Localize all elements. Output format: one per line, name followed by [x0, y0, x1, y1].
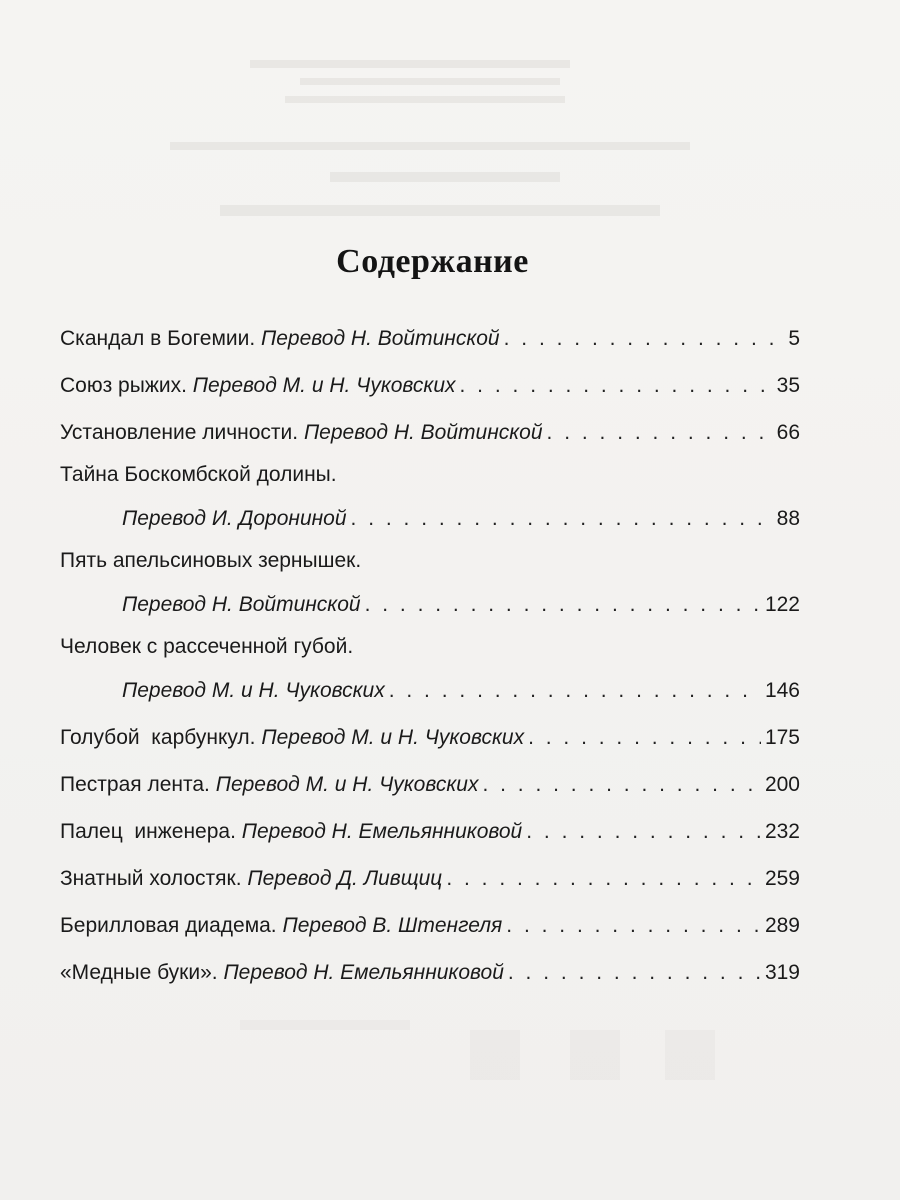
dot-leader: [351, 504, 773, 534]
bleed-through-stamp: [470, 1030, 520, 1080]
entry-translator: Перевод Н. Войтинской: [122, 593, 361, 616]
bleed-through-stamp: [570, 1030, 620, 1080]
entry-translator: Перевод Н. Войтинской: [261, 327, 500, 350]
entry-title: Тайна Боскомбской долины.: [60, 463, 337, 486]
toc-entry[interactable]: [60, 864, 800, 894]
dot-leader: [482, 770, 761, 800]
dot-leader: [528, 723, 761, 753]
toc-entry[interactable]: [60, 546, 800, 620]
entry-translator: Перевод М. и Н. Чуковских: [122, 679, 385, 702]
bleed-through-text: [170, 142, 690, 150]
entry-title: «Медные буки».: [60, 961, 218, 984]
entry-page-number: 232: [764, 820, 800, 843]
entry-translator: Перевод Н. Емельянниковой: [241, 820, 523, 843]
entry-title: Установление личности.: [60, 421, 299, 444]
entry-title: Берилловая диадема.: [60, 914, 277, 937]
entry-page-number: 88: [776, 507, 800, 530]
toc-entry[interactable]: [60, 418, 800, 448]
bleed-through-text: [300, 78, 560, 85]
entry-page-number: 319: [764, 961, 800, 984]
bleed-through-stamp: [240, 1020, 410, 1030]
entry-translator: Перевод В. Штенгеля: [282, 914, 503, 937]
entry-page-number: 146: [764, 679, 800, 702]
entry-title: Знатный холостяк.: [60, 867, 242, 890]
entry-translator: Перевод М. и Н. Чуковских: [192, 374, 456, 397]
toc-entry[interactable]: [60, 770, 800, 800]
dot-leader: [446, 864, 761, 894]
entry-translator: Перевод Н. Емельянниковой: [223, 961, 504, 984]
toc-entry[interactable]: [60, 817, 800, 847]
entry-title: Пять апельсиновых зернышек.: [60, 549, 362, 572]
toc-entry[interactable]: [60, 460, 800, 534]
entry-title: Голубой карбункул.: [60, 726, 256, 749]
toc-entry[interactable]: [60, 632, 800, 706]
toc-entry[interactable]: [60, 958, 800, 988]
dot-leader: [504, 324, 785, 354]
entry-translator: Перевод И. Дорониной: [122, 507, 347, 530]
entry-title: Союз рыжих.: [60, 374, 187, 397]
dot-leader: [547, 418, 773, 448]
entry-translator: Перевод Д. Ливщиц: [247, 867, 443, 890]
entry-page-number: 200: [764, 773, 800, 796]
dot-leader: [365, 590, 761, 620]
entry-page-number: 259: [764, 867, 800, 890]
entry-translator: Перевод М. и Н. Чуковских: [215, 773, 479, 796]
entry-page-number: 289: [764, 914, 800, 937]
entry-title: Человек с рассеченной губой.: [60, 635, 354, 658]
bleed-through-stamp: [665, 1030, 715, 1080]
entry-title: Скандал в Богемии.: [60, 327, 256, 350]
entry-page-number: 122: [764, 593, 800, 616]
entry-page-number: 5: [788, 327, 800, 350]
dot-leader: [389, 676, 761, 706]
dot-leader: [460, 371, 773, 401]
toc-entry[interactable]: [60, 324, 800, 354]
entry-translator: Перевод Н. Войтинской: [303, 421, 543, 444]
dot-leader: [508, 958, 761, 988]
dot-leader: [506, 911, 761, 941]
entry-title: Палец инженера.: [60, 820, 236, 843]
toc-entry[interactable]: [60, 371, 800, 401]
entry-page-number: 35: [776, 374, 800, 397]
dot-leader: [526, 817, 761, 847]
entry-page-number: 66: [776, 421, 800, 444]
entry-translator: Перевод М. и Н. Чуковских: [261, 726, 525, 749]
bleed-through-text: [330, 172, 560, 182]
entry-page-number: 175: [764, 726, 800, 749]
page-title: Содержание: [336, 243, 529, 280]
bleed-through-text: [220, 205, 660, 216]
toc-entry[interactable]: [60, 723, 800, 753]
bleed-through-text: [250, 60, 570, 68]
bleed-through-text: [285, 96, 565, 103]
toc-entry[interactable]: [60, 911, 800, 941]
table-of-contents: [60, 324, 800, 988]
entry-title: Пестрая лента.: [60, 773, 210, 796]
